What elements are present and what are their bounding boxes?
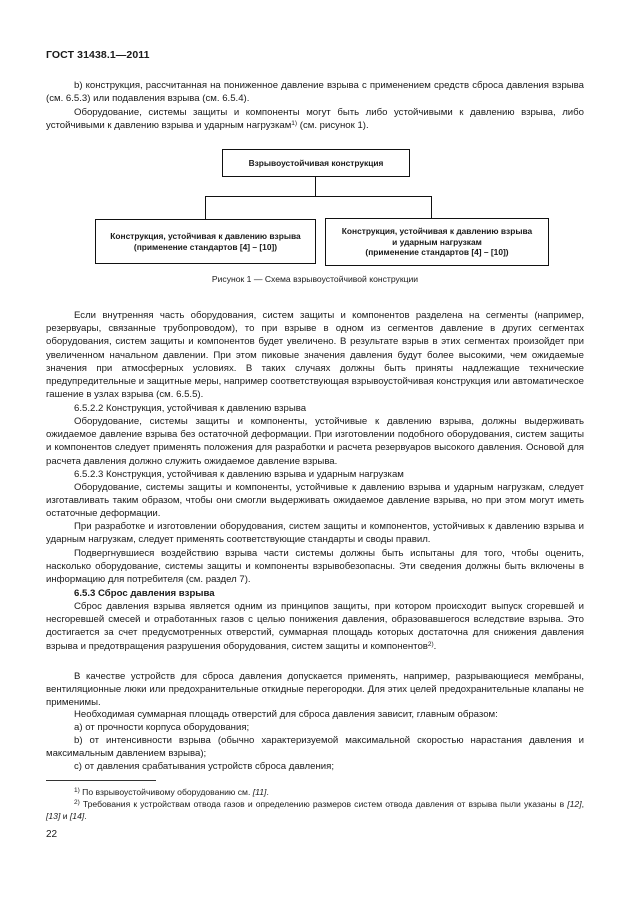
- figure-top-box-label: Взрывоустойчивая конструкция: [248, 157, 384, 168]
- footnote-ref-2[interactable]: 2): [427, 640, 434, 648]
- figure-right-box: [325, 218, 549, 266]
- section-heading-6-5-3: 6.5.3 Сброс давления взрыва: [74, 588, 215, 599]
- footnote-2-end: .: [84, 811, 87, 821]
- footnote-2: [46, 798, 584, 822]
- footnote-divider: [46, 780, 156, 781]
- paragraph-equipment-types: [46, 106, 584, 132]
- connector-horizontal: [205, 196, 432, 197]
- footnote-ref-1[interactable]: 1): [291, 120, 298, 128]
- connector-left: [205, 196, 206, 219]
- list-item-c: с) от давления срабатывания устройств сброса давления;: [74, 761, 334, 772]
- paragraph-devices: В качестве устройств для сброса давления допускается применять, например, разрывающиеся мембраны, вентиляционные люки или предохранительные откидные перегородки. Для этих целей предохранительные клапаны не применимы.: [46, 671, 584, 709]
- paragraph-tail: (см. рисунок 1).: [297, 120, 369, 132]
- paragraph-shock-resistant: Оборудование, системы защиты и компоненты, устойчивые к давлению взрыва и ударным нагрузкам, следует изготавливать таким образом, чтобы они смогли выдерживать ожидаемое давление взрыва, но при этом могут иметь остаточные деформации.: [46, 482, 584, 520]
- figure-top-box: [222, 149, 410, 177]
- paragraph-text: Сброс давления взрыва является одним из принципов защиты, при котором происходит выпуск сгоревшей и несгоревшей смесей и отработанных газов с целью понижения давления, образовавшегося вследствие взрыва. Это достигается за счет предусмотренных отверстий, суммарная площадь которых достаточна для снижения давления взрыва и предотвращения разрушения оборудования, систем защиты и компонентов: [46, 601, 584, 652]
- footnote-2-sep: ,: [581, 799, 584, 809]
- footnote-1-mark: 1): [74, 787, 80, 794]
- paragraph-item-b: b) конструкция, рассчитанная на пониженное давление взрыва с применением средств сброса давления взрыва (см. 6.5.3) или подавления взрыва (см. 6.5.4).: [46, 80, 584, 105]
- footnote-1-text: По взрывоустойчивому оборудованию см.: [79, 787, 253, 797]
- paragraph-testing: Подвергнувшиеся воздействию взрыва части системы должны быть испытаны для того, чтобы оценить, насколько оборудование, системы защиты и компоненты взрывобезопасны. Эти сведения должны быть включены в информацию для потребителя (см. раздел 7).: [46, 548, 584, 586]
- paragraph-venting: [46, 600, 584, 653]
- figure-left-box: [95, 219, 316, 264]
- figure-right-box-line3: (применение стандартов [4] – [10]): [365, 247, 509, 258]
- paragraph-standards: При разработке и изготовлении оборудования, систем защиты и компонентов, устойчивых к давлению взрыва и ударным нагрузкам, следует применять соответствующие стандарты и своды правил.: [46, 521, 584, 546]
- paragraph-area-depends: Необходимая суммарная площадь отверстий для сброса давления зависит, главным образом:: [74, 709, 498, 720]
- figure-caption: Рисунок 1 — Схема взрывоустойчивой конструкции: [211, 274, 419, 284]
- list-item-a: а) от прочности корпуса оборудования;: [74, 722, 250, 733]
- connector-vertical: [315, 177, 316, 197]
- figure-left-box-line2: (применение стандартов [4] – [10]): [133, 241, 278, 252]
- footnote-2-ref-14[interactable]: [14]: [69, 811, 85, 821]
- figure-left-box-line1: Конструкция, устойчивая к давлению взрыва: [110, 231, 301, 241]
- footnote-1-end: .: [266, 787, 269, 797]
- paragraph-tail: .: [433, 640, 437, 652]
- footnote-1: [46, 786, 584, 798]
- footnote-1-ref[interactable]: [11]: [252, 787, 267, 797]
- footnote-2-ref-12[interactable]: [12]: [567, 799, 582, 809]
- figure-right-box-line2: и ударным нагрузкам: [392, 236, 482, 247]
- footnote-2-mark: 2): [74, 799, 80, 806]
- footnote-2-sep: и: [60, 811, 70, 821]
- paragraph-pressure-resistant: Оборудование, системы защиты и компоненты, устойчивые к давлению взрыва, должны выдерживать ожидаемое давление взрыва без остаточной деформации. При изготовлении подобного оборудования, систем защиты и компонентов следует применять положения для разработки и расчета резервуаров высокого давления. Основой для расчета давления должно служить ожидаемое давление взрыва.: [46, 416, 584, 467]
- list-item-b: b) от интенсивности взрыва (обычно характеризуемой максимальной скоростью нарастания давления и максимальным давлением взрыва);: [46, 735, 584, 760]
- section-heading-6-5-2-2: 6.5.2.2 Конструкция, устойчивая к давлению взрыва: [74, 403, 307, 414]
- paragraph-segments: Если внутренняя часть оборудования, систем защиты и компонентов разделена на сегменты (например, резервуары, связанные трубопроводом), то при взрыве в одном из сегментов давление в других сегментах оборудования, систем защиты и компонентов будет увеличено. В результате взрыв в этих сегментах произойдет при увеличенном начальном давлении. При этом пиковые значения давления будут более высокими, чем ожидаемые значения при атмосферных условиях. В таких случаях должны быть приняты надлежащие технические предупредительные и защитные меры, например соответствующая взрывоустойчивая конструкция или автоматическое гашение в узлах взрыва (см. 6.5.5).: [46, 310, 584, 401]
- footnote-2-text: Требования к устройствам отвода газов и определению размеров систем отвода давления от взрыва пыли указаны в: [79, 799, 568, 809]
- document-header: ГОСТ 31438.1—2011: [46, 49, 150, 61]
- connector-right: [431, 196, 432, 218]
- section-heading-6-5-2-3: 6.5.2.3 Конструкция, устойчивая к давлению взрыва и ударным нагрузкам: [74, 469, 404, 480]
- footnote-2-ref-13[interactable]: [13]: [46, 811, 61, 821]
- page-number: 22: [46, 829, 58, 840]
- figure-right-box-line1: Конструкция, устойчивая к давлению взрыва: [341, 226, 533, 237]
- paragraph-text: Оборудование, системы защиты и компоненты могут быть либо устойчивыми к давлению взрыва, либо устойчивыми к давлению взрыва и ударным нагрузкам: [46, 107, 584, 132]
